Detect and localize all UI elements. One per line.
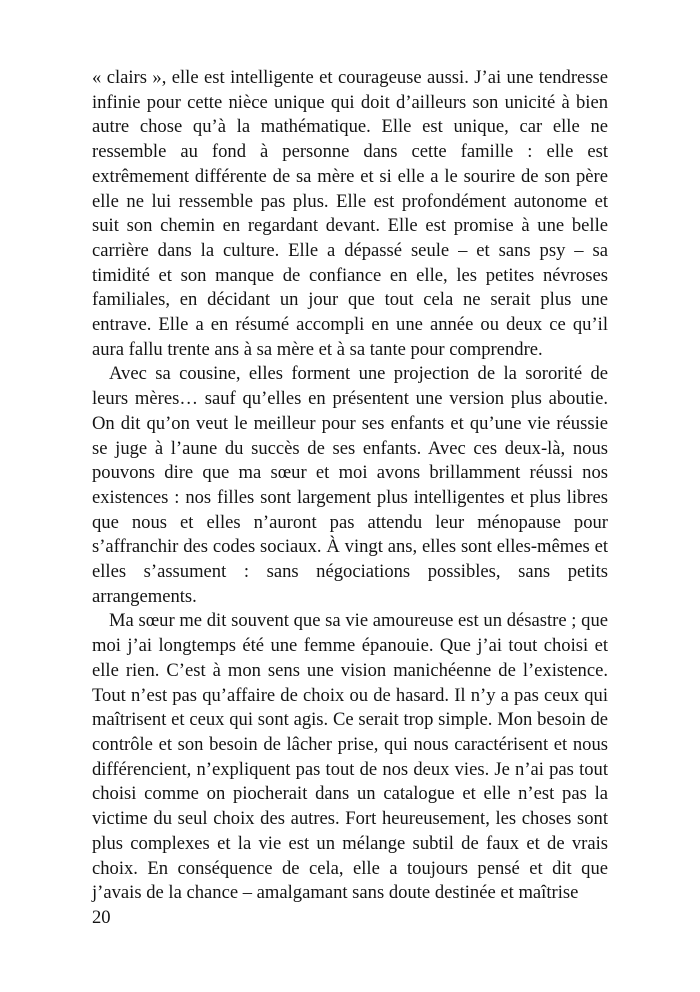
page-text bbox=[92, 66, 608, 906]
paragraph-continuation: « clairs », elle est intelligente et courageuse aussi. J’ai une tendresse infinie pour cette nièce unique qui doit d’ailleurs son unicité à bien autre chose qu’à la mathématique. Elle est unique, car elle ne ressemble au fond à personne dans cette famille : elle est extrêmement différente de sa mère et si elle a le sourire de son père elle ne lui ressemble pas plus. Elle est profondément autonome et suit son chemin en regardant devant. Elle est promise à une belle carrière dans la culture. Elle a dépassé seule – et sans psy – sa timidité et son manque de confiance en elle, les petites névroses familiales, en décidant un jour que tout cela ne serait plus une entrave. Elle a en résumé accompli en une année ou deux ce qu’il aura fallu trente ans à sa mère et à sa tante pour comprendre. bbox=[92, 67, 608, 360]
page-number: 20 bbox=[92, 907, 111, 928]
paragraph: Ma sœur me dit souvent que sa vie amoureuse est un désastre ; que moi j’ai longtemps été une femme épanouie. Que j’ai tout choisi et elle rien. C’est à mon sens une vision manichéenne de l’existence. Tout n’est pas qu’affaire de choix ou de hasard. Il n’y a pas ceux qui maîtrisent et ceux qui sont agis. Ce serait trop simple. Mon besoin de contrôle et son besoin de lâcher prise, qui nous caractérisent et nous différencient, n’expliquent pas tout de nos deux vies. Je n’ai pas tout choisi comme on piocherait dans un catalogue et elle n’est pas la victime du seul choix des autres. Fort heureusement, les choses sont plus complexes et la vie est un mélange subtil de faux et de vrais choix. En conséquence de cela, elle a toujours pensé et dit que j’avais de la chance – amalgamant sans doute destinée et maîtrise bbox=[92, 610, 608, 904]
paragraph: Avec sa cousine, elles forment une projection de la sororité de leurs mères… sauf qu’elles en présentent une version plus aboutie. On dit qu’on veut le meilleur pour ses enfants et qu’une vie réussie se juge à l’aune du succès de ses enfants. Avec ces deux-là, nous pouvons dire que ma sœur et moi avons brillamment réussi nos existences : nos filles sont largement plus intelligentes et plus libres que nous et elles n’auront pas attendu leur ménopause pour s’affranchir des codes sociaux. À vingt ans, elles sont elles-mêmes et elles s’assument : sans négociations possibles, sans petits arrangements. bbox=[92, 363, 608, 607]
